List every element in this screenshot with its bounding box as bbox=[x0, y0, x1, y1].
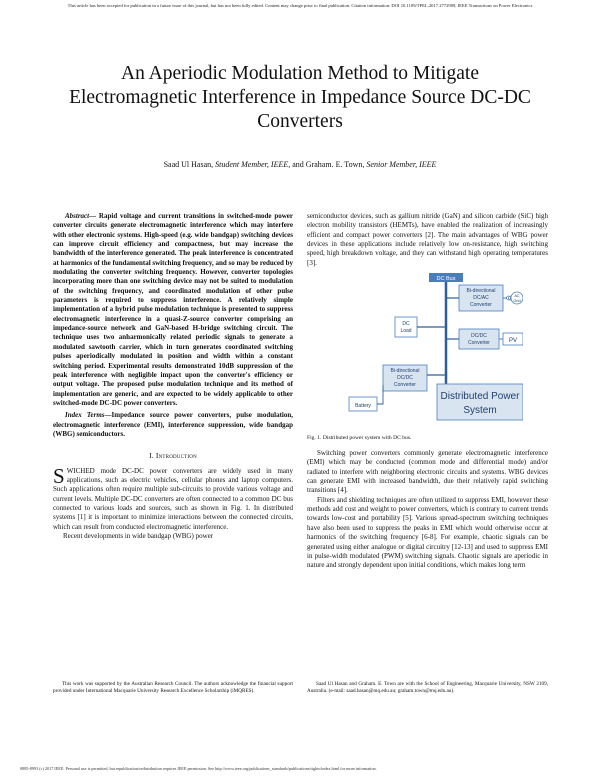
dcdc-label-line: DC/DC bbox=[470, 333, 487, 340]
body-paragraph: Recent developments in wide bandgap (WBG) power bbox=[63, 532, 214, 540]
author-role: Student Member, IEEE, bbox=[215, 160, 291, 169]
dc-load-label-line: Load bbox=[399, 328, 412, 335]
right-column bbox=[307, 212, 548, 571]
abstract-label: Abstract— bbox=[65, 212, 97, 220]
system-label-line: System bbox=[462, 405, 497, 417]
body-paragraph: semiconductor devices, such as gallium nitride (GaN) and silicon carbide (SiC) high electron mobility transistors (HEMTs), have enabled the realization of increasingly efficient and compact power converters [2]. The main advantages of WBG power devices in these applications include relatively low on-resistance, high switching speed, high breakdown voltage, and they can withstand high operating temperatures [3]. bbox=[307, 212, 548, 267]
figure-caption: Fig. 1. Distributed power system with DC bus. bbox=[307, 435, 412, 442]
bidir-dcdc-label-line: Bi-directional bbox=[390, 368, 419, 375]
ac-grid-label-line: Grid bbox=[512, 299, 521, 304]
page-title: An Aperiodic Modulation Method to Mitigate Electromagnetic Interference in Impedance Source DC-DC Converters bbox=[69, 63, 531, 132]
footnote-funding: This work was supported by the Australian Research Council. The authors acknowledge the financial support provided under International Macquarie University Research Excellence Scholarship (iMQRES). bbox=[53, 681, 293, 694]
dcdc-label-line: Converter bbox=[467, 340, 490, 347]
author-line bbox=[60, 160, 540, 170]
first-word: WICHED bbox=[66, 466, 95, 475]
dc-load-label-line: DC bbox=[401, 321, 410, 328]
intro-text: mode DC-DC power converters are widely used in many applications, such as electric vehicles, cellular phones and laptop computers. Such applications often require multiple sub-circuits to provide various voltage and current levels. Multiple DC-DC converters are often connected to a common DC bus connected to various loads and sources, such as shown in Fig. 1. In distributed systems [1] it is important to minimize interactions between the connected circuits, which can result from conducted electromagnetic interference. bbox=[53, 466, 293, 531]
ac-grid-label-line: AC bbox=[513, 294, 520, 299]
system-label-line: Distributed Power bbox=[440, 391, 519, 403]
abstract bbox=[53, 212, 293, 408]
journal-banner: This article has been accepted for publication in a future issue of this journal, but has not been fully edited. Content may change prior to final publication. Citation information: DOI 10.1109/TPEL.2017.2772909, IEEE Transactions on Power Electronics bbox=[67, 3, 533, 8]
index-terms bbox=[53, 411, 293, 439]
dcac-label-line: Converter bbox=[469, 302, 492, 309]
index-terms-text: —Impedance source power converters, pulse modulation, electromagnetic interference (EMI), interference suppression, wide bandgap (WBG) semiconductors. bbox=[53, 411, 294, 438]
distributed-power-diagram bbox=[333, 271, 523, 433]
pv-label: PV bbox=[508, 338, 517, 345]
body-paragraph: Filters and shielding techniques are often utilized to suppress EMI, however these methods add cost and weight to power converters, which is contrary to current trends towards low-cost and portability [5]. Various spread-spectrum switching techniques have also been used to suppress the peaks in EMI which would otherwise occur at harmonics of the switching frequency [6-8]. For example, chaotic signals can be generated using either analogue or digital circuitry [12-13] and used to suppress EMI in pulse-width modulated (PWM) switching signals. Chaotic signals are aperiodic in nature and strongly dependent upon initial conditions, which makes long term bbox=[307, 495, 548, 570]
dcac-label-line: DC/AC bbox=[472, 295, 489, 302]
dc-load-box bbox=[395, 317, 417, 337]
figure-1 bbox=[333, 271, 523, 433]
dc-bus-label: DC Bus bbox=[436, 276, 455, 283]
connector-line bbox=[377, 385, 383, 404]
author-name: Saad Ul Hasan, bbox=[163, 160, 214, 169]
bidir-dcdc-label-line: Converter bbox=[393, 382, 416, 389]
index-terms-label: Index Terms bbox=[65, 411, 105, 420]
abstract-text: Rapid voltage and current transitions in switched-mode power converter circuits generate electromagnetic interference which may interfere with other electronic systems. High-speed (e.g. wide bandgap) switching devices can improve circuit efficiency and compactness, but may increase the bandwidth of the interference generated. The peak interference is concentrated at harmonics of the fundamental switching frequency, and so may be reduced by modulating the converter switching frequency. However, converter topologies incorporating more than one switching device may not be suited to modulation of the switching frequency, and coordinated modulation of other pulse parameters is required to suppress interference. A relatively simple implementation of a hybrid pulse modulation technique is presented to suppress electromagnetic interference in a quasi-Z-source converter comprising an impedance-source network and GaN-based H-bridge switching circuit. The technique uses two anharmonically related periodic signals to generate a modulated sawtooth carrier, which in turn generates coordinated switching pulses aperiodically modulated in position and width within a constant switching period. Experimental results demonstrated 10dB suppression of the peak interference with negligible impact upon the converter's efficiency or output voltage. The proposed pulse modulation technique and its method of implementation are generic, and are expected to be widely applicable to other switched-mode DC-DC power converters. bbox=[53, 212, 293, 407]
author-connector: and bbox=[292, 160, 304, 169]
dcdc-converter-box bbox=[459, 329, 499, 349]
bidir-dcdc-label-line: DC/DC bbox=[396, 375, 413, 382]
left-column bbox=[53, 212, 293, 541]
dcac-label-line: Bi-directional bbox=[466, 288, 495, 295]
author-name: Graham. E. Town, bbox=[305, 160, 365, 169]
section-title: Introduction bbox=[155, 451, 197, 461]
footnote-affiliation: Saad Ul Hasan and Graham. E. Town are with the School of Engineering, Macquarie University, NSW 2109, Australia. (e-mail: saad.hasan@mq.edu.au; graham.town@mq.edu.au). bbox=[307, 681, 548, 694]
intro-paragraph bbox=[53, 463, 293, 532]
drop-cap: S bbox=[53, 463, 65, 488]
section-heading bbox=[53, 451, 293, 460]
body-paragraph: Switching power converters commonly generate electromagnetic interference (EMI) which may be conducted (common mode and differential mode) and/or radiated to interfere with neighboring electronic circuits and systems. WBG devices can generate EMI with increased bandwidth, due their relatively rapid switching transitions [4]. bbox=[307, 449, 548, 495]
battery-label: Battery bbox=[354, 403, 371, 410]
author-role: Senior Member, IEEE bbox=[366, 160, 437, 169]
section-number: I. bbox=[149, 451, 154, 461]
copyright-footer: 0885-8993 (c) 2017 IEEE. Personal use is permitted, but republication/redistribution requires IEEE permission. See http://www.ieee.org/publications_standards/publications/rights/index.html for more information. bbox=[20, 766, 377, 771]
